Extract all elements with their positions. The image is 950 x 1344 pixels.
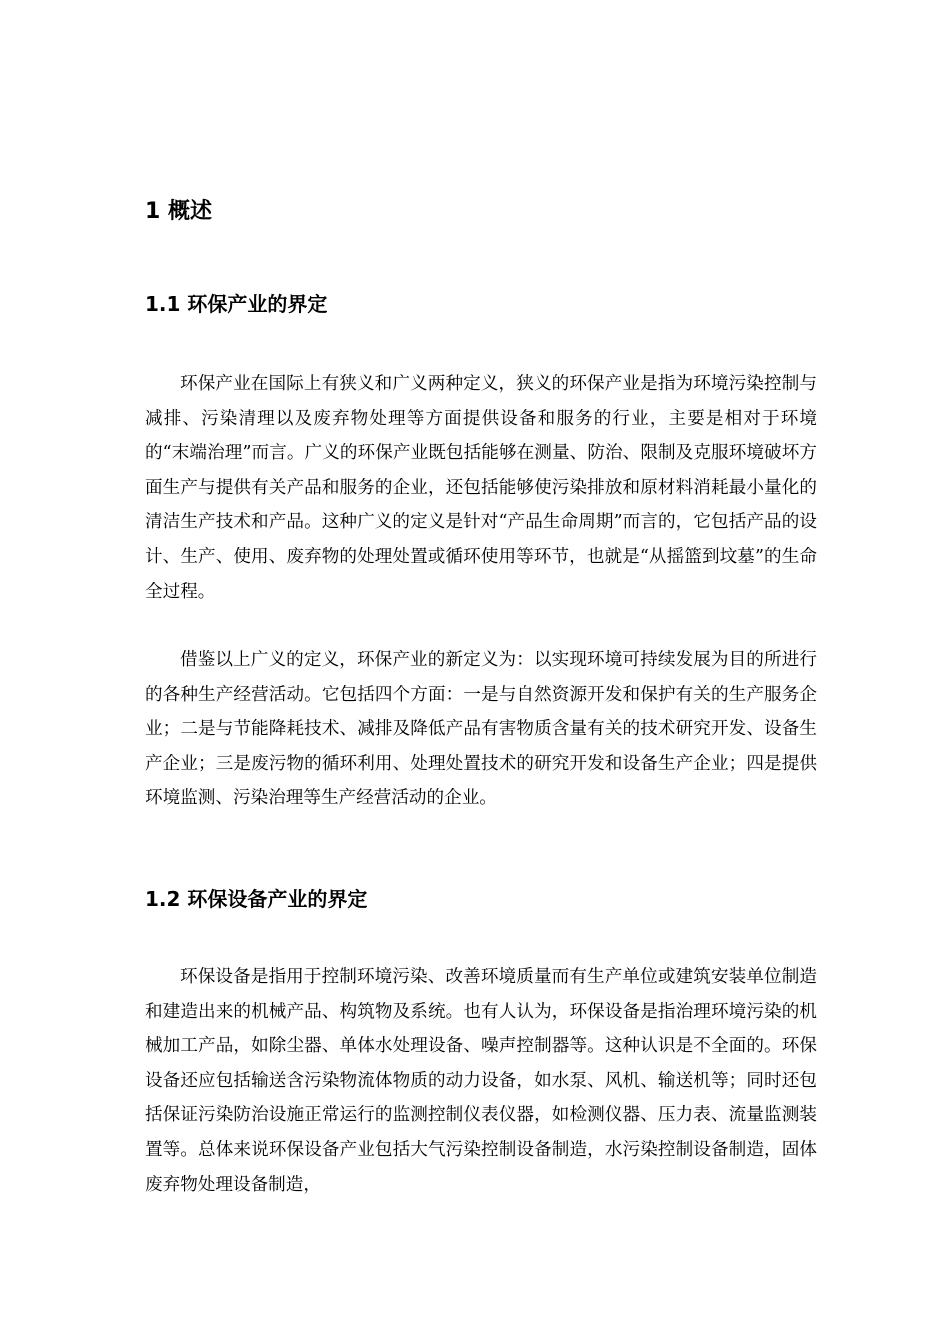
section-heading-1-1: 1.1 环保产业的界定 [145,292,328,316]
chapter-heading: 1 概述 [145,199,212,224]
section-1-1-paragraph-1: 环保产业在国际上有狭义和广义两种定义，狭义的环保产业是指为环境污染控制与减排、污染清理以及废弃物处理等方面提供设备和服务的行业，主要是相对于环境的“末端治理”而言。广义的环保产业既包括能够在测量、防治、限制及克服环境破坏方面生产与提供有关产品和服务的企业，还包括能够使污染排放和原材料消耗最小量化的清洁生产技术和产品。这种广义的定义是针对“产品生命周期”而言的，它包括产品的设计、生产、使用、废弃物的处理处置或循环使用等环节，也就是“从摇篮到坟墓”的生命全过程。 [145,374,817,602]
section-heading-1-2: 1.2 环保设备产业的界定 [145,887,368,911]
section-1-2-paragraph-1: 环保设备是指用于控制环境污染、改善环境质量而有生产单位或建筑安装单位制造和建造出来的机械产品、构筑物及系统。也有人认为，环保设备是指治理环境污染的机械加工产品，如除尘器、单体水处理设备、噪声控制器等。这种认识是不全面的。环保设备还应包括输送含污染物流体物质的动力设备，如水泵、风机、输送机等；同时还包括保证污染防治设施正常运行的监测控制仪表仪器，如检测仪器、压力表、流量监测装置等。总体来说环保设备产业包括大气污染控制设备制造，水污染控制设备制造，固体废弃物处理设备制造， [145,967,817,1195]
section-1-1-paragraph-2: 借鉴以上广义的定义，环保产业的新定义为：以实现环境可持续发展为目的所进行的各种生产经营活动。它包括四个方面：一是与自然资源开发和保护有关的生产服务企业；二是与节能降耗技术、减排及降低产品有害物质含量有关的技术研究开发、设备生产企业；三是废污物的循环利用、处理处置技术的研究开发和设备生产企业；四是提供环境监测、污染治理等生产经营活动的企业。 [145,650,817,809]
